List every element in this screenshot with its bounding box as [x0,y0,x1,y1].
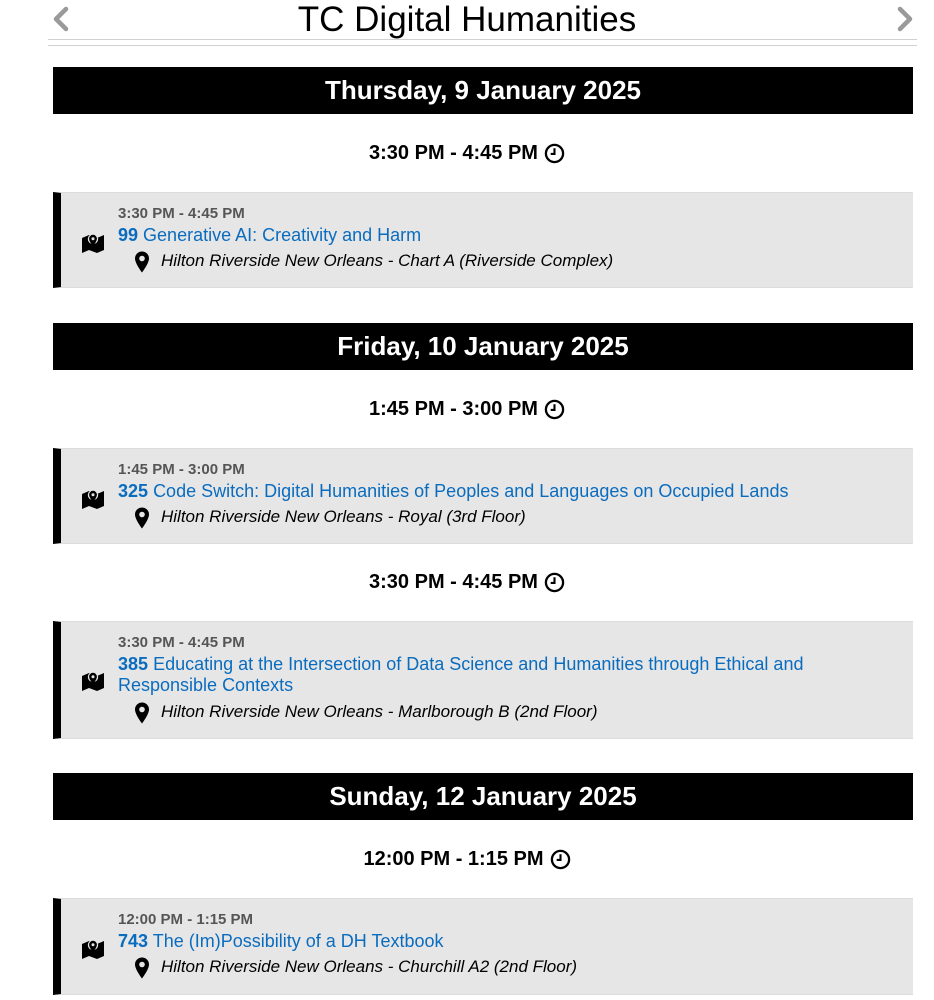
session-location [134,507,526,527]
time-slot-heading [0,846,934,872]
map-icon [81,487,105,509]
time-slot-label: 3:30 PM - 4:45 PM [369,142,538,164]
header-divider [48,39,917,46]
chevron-right-icon[interactable] [892,5,918,33]
session-number[interactable]: 325 [118,481,149,501]
clock-icon [544,572,565,593]
session-card [53,192,913,288]
day-header: Thursday, 9 January 2025 [53,67,913,114]
session-location [134,957,577,977]
session-card [53,621,913,739]
session-title[interactable]: Generative AI: Creativity and Harm [143,225,422,245]
session-time: 3:30 PM - 4:45 PM [118,205,245,222]
location-text: Hilton Riverside New Orleans - Marlborough B (2nd Floor) [161,702,598,721]
location-pin-icon [134,957,150,979]
session-location [134,251,613,271]
session-link[interactable] [118,654,899,696]
session-time: 12:00 PM - 1:15 PM [118,911,254,928]
time-slot-heading [0,140,934,166]
session-time: 1:45 PM - 3:00 PM [118,461,245,478]
day-header: Friday, 10 January 2025 [53,323,913,370]
session-number[interactable]: 743 [118,931,149,951]
session-title[interactable]: The (Im)Possibility of a DH Textbook [152,931,444,951]
session-card [53,898,913,995]
time-slot-label: 3:30 PM - 4:45 PM [369,571,538,593]
time-slot-label: 12:00 PM - 1:15 PM [363,848,544,870]
time-slot-label: 1:45 PM - 3:00 PM [369,398,538,420]
map-icon [81,231,105,253]
session-link[interactable] [118,931,899,952]
day-header: Sunday, 12 January 2025 [53,773,913,820]
map-icon [81,669,105,691]
location-text: Hilton Riverside New Orleans - Chart A (Riverside Complex) [161,251,614,270]
page-header [0,0,934,44]
session-number[interactable]: 385 [118,654,149,674]
session-card [53,448,913,544]
clock-icon [544,399,565,420]
location-pin-icon [134,251,150,273]
location-pin-icon [134,702,150,724]
time-slot-heading [0,396,934,422]
session-number[interactable]: 99 [118,225,139,245]
session-link[interactable] [118,225,899,246]
clock-icon [544,143,565,164]
session-title[interactable]: Code Switch: Digital Humanities of Peoples and Languages on Occupied Lands [153,481,789,501]
location-text: Hilton Riverside New Orleans - Royal (3rd Floor) [161,507,526,526]
clock-icon [550,849,571,870]
session-title[interactable]: Educating at the Intersection of Data Science and Humanities through Ethical and Responsible Contexts [118,654,804,695]
page-title: TC Digital Humanities [297,0,637,39]
session-link[interactable] [118,481,899,502]
location-text: Hilton Riverside New Orleans - Churchill A2 (2nd Floor) [161,957,578,976]
time-slot-heading [0,569,934,595]
session-time: 3:30 PM - 4:45 PM [118,634,245,651]
session-location [134,702,598,722]
map-icon [81,937,105,959]
location-pin-icon [134,507,150,529]
